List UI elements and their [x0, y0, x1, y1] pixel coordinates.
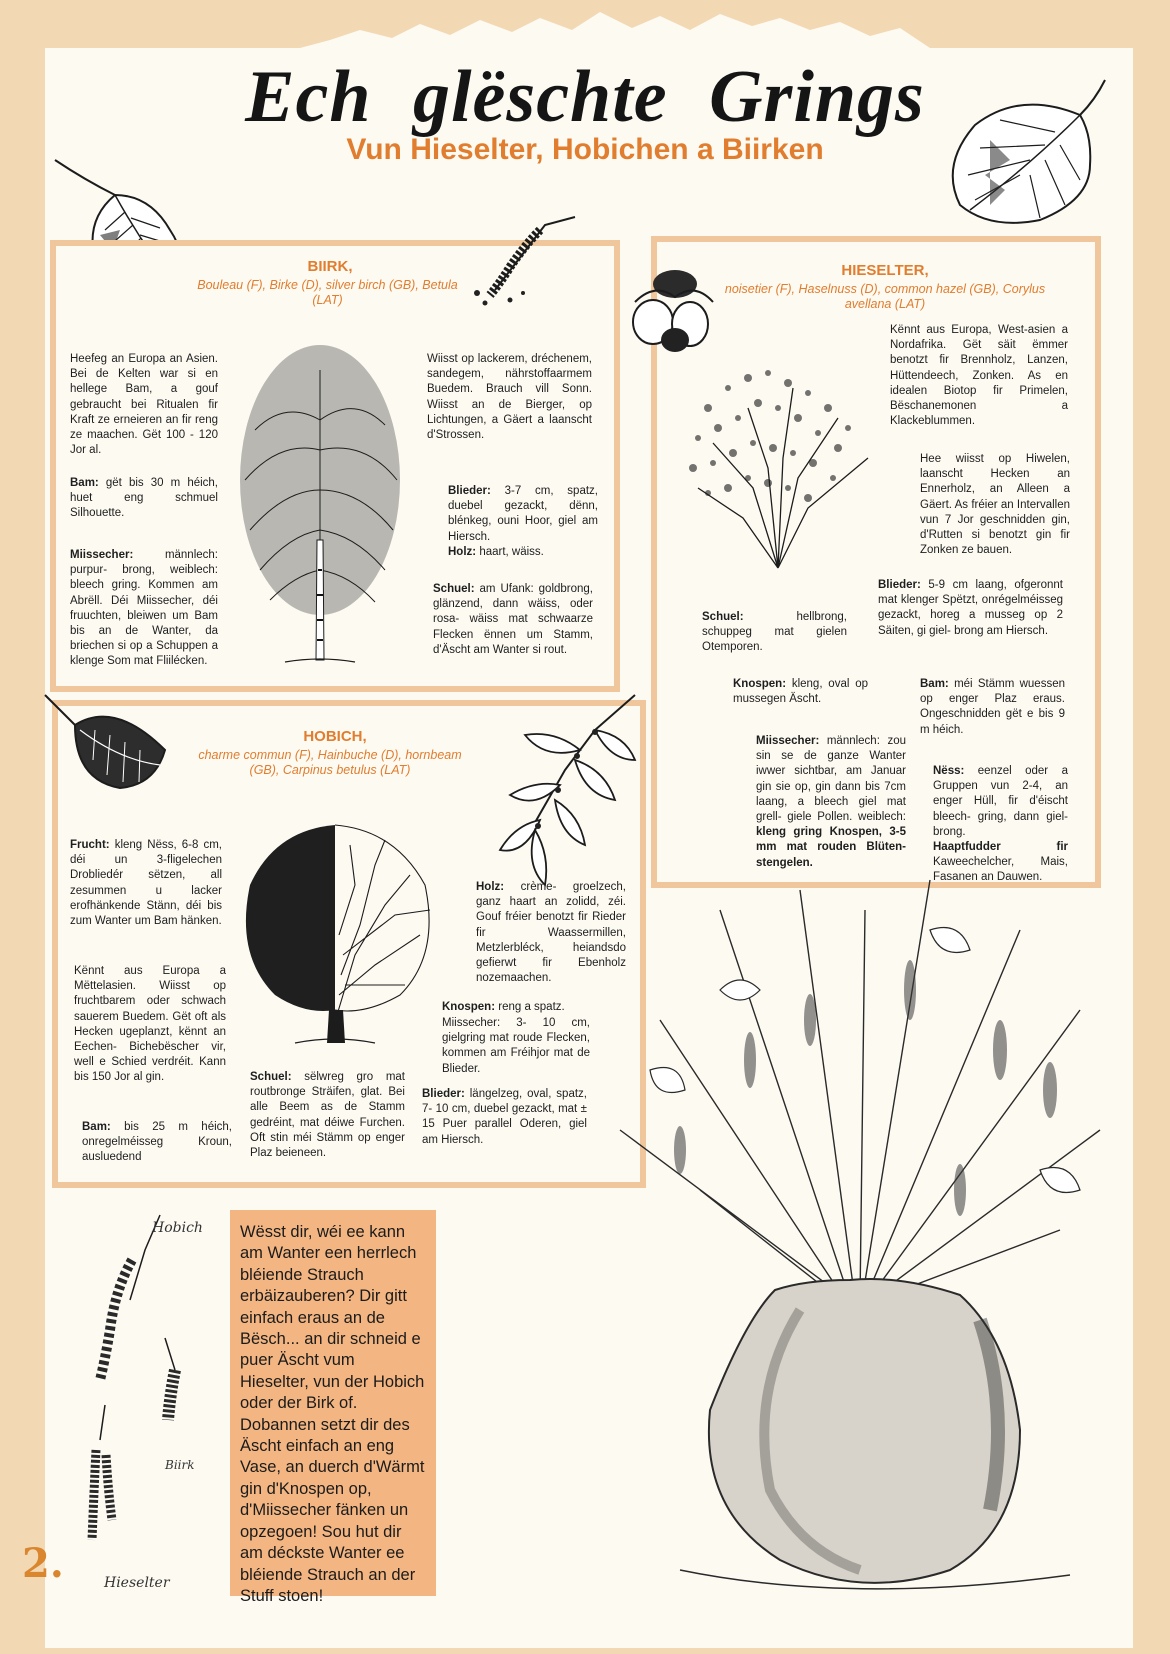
hieselter-missecher-text: männlech: zou sin se de ganze Wanter iwwer sichtbar, am Januar gin sie op, gin dann bis 7cm laang, a bleech giel mat grell- giele Pollen. weiblech: — [756, 735, 906, 824]
hobich-holz-label: Holz: — [476, 881, 505, 893]
hieselter-missecher — [756, 734, 906, 871]
hieselter-ness-text: eenzel oder a Gruppen vun 2-4, an enger Hüll, fir d'éischt bleech- gring, dann giel- brong. — [933, 765, 1068, 838]
page-subtitle: Vun Hieselter, Hobichen a Biirken — [346, 133, 824, 166]
hieselter-intro: Kënnt aus Europa, West-asien a Nordafrika. Gët säit ëmmer benotzt fir Brennholz, Lanzen, Hüttendeech, Zonken. As en idealen Biotop fir Primelen, Bëschanemonen a Klackeblummen. — [890, 324, 1068, 428]
hobich-blieder-label: Blieder: — [422, 1088, 465, 1100]
hieselter-fudder-label: Haaptfudder fir — [933, 841, 1068, 854]
hobich-knospen — [442, 1000, 590, 1015]
birk-schuel-label: Schuel: — [433, 583, 475, 595]
birk-blieder-text: 3-7 cm, spatz, duebel gezackt, dënn, blénkeg, ouni Hoor, giel am Hiersch. — [448, 485, 598, 543]
sketch-label-hobich: Hobich — [152, 1220, 203, 1236]
hobich-schuel-label: Schuel: — [250, 1071, 292, 1083]
hazel-shrub-illustration — [668, 348, 893, 578]
hieselter-fudder-text: Kaweechelcher, Mais, Fasanen an Dauwen. — [933, 856, 1068, 884]
catkin-sketches-illustration — [70, 1210, 220, 1570]
birk-blieder — [448, 484, 598, 560]
hieselter-knospen-text: kleng, oval op mussegen Äscht. — [733, 678, 868, 706]
birk-holz-text: haart, wäiss. — [479, 545, 544, 558]
hobich-holz-text: crème- groelzech, ganz haart an zolidd, zéi. Gouf fréier benotzt fir Rieder fir Waassermillen, Metzlerbléck, heiandsdo gefierwt fir Ebenholz nozemaachen. — [476, 881, 626, 985]
birk-missecher-label: Miissecher: — [70, 549, 134, 561]
birk-schuel — [433, 582, 593, 658]
page-number: 2. — [22, 1540, 64, 1587]
hieselter-missecher-text2: kleng gring Knospen, 3-5 mm mat rouden Blüten- stengelen. — [756, 826, 906, 869]
hieselter-missecher-label: Miissecher: — [756, 735, 820, 747]
birk-missecher — [70, 548, 218, 670]
birk-missecher-text: männlech: purpur- brong, weiblech: bleech gring. Kommen am Abrëll. Déi Miissecher, déi fruuchten, bleiwen um Bam bis an de Wanter, da briechen si op a Schuppen a klenge Som mat Fliilécken. — [70, 549, 218, 668]
birk-bam-label: Bam: — [70, 477, 99, 489]
birk-intro: Heefeg an Europa an Asien. Bei de Kelten war si en hellege Bam, a gouf gebraucht bei Ritualen fir Kraft ze erneieren an fir reng ze maachen. Gët 100 - 120 Jor al. — [70, 353, 218, 457]
hieselter-schuel-label: Schuel: — [702, 611, 744, 623]
hazel-leaf-illustration — [930, 70, 1120, 240]
sketch-label-birk: Biirk — [165, 1458, 195, 1472]
hobich-bam-text: bis 25 m héich, onregelméisseg Kroun, ausluedend — [82, 1121, 232, 1164]
hobich-bam — [82, 1120, 232, 1166]
hobich-knospen-text: reng a spatz. — [498, 1001, 565, 1013]
hieselter-knospen — [733, 677, 868, 707]
tip-box: Wësst dir, wéi ee kann am Wanter een herrlech bléiende Strauch erbäizauberen? Dir gitt einfach eraus an de Bësch... an dir schneid e puer Äscht vum Hieselter, vun der Hobich oder der Birk of. Dobannen setzt dir des Äscht einfach an eng Vase, an duerch d'Wärmt gin d'Knospen op, d'Miissecher fänken un opzegoen! Sou hut dir am déckste Wanter ee bléiende Strauch an der Stuff stoen! — [230, 1210, 436, 1596]
hobich-origin: Kënnt aus Europa a Mëttelasien. Wiisst op fruchtbarem oder schwach sauerem Buedem. Gët oft als Hecken ugeplanzt, kënnt an Eechen- Bichebëscher vir, well e Schied verdréit. Kann bis 150 Jor al gin. — [74, 965, 226, 1084]
vase-with-branches-illustration — [600, 870, 1130, 1640]
sketch-label-hieselter: Hieselter — [104, 1575, 170, 1591]
hieselter-blieder-text: 5-9 cm laang, ofgeronnt mat klenger Spëtzt, onrégelméisseg gezackt, horeg a musseg op 2 Säiten, gi giel- brong am Hiersch. — [878, 579, 1063, 637]
hieselter-bam-label: Bam: — [920, 678, 949, 690]
hieselter-bam-text: méi Stämm wuessen op enger Plaz eraus. Ongeschnidden gët e bis 9 m héich. — [920, 678, 1065, 736]
hobich-name: HOBICH, — [303, 728, 367, 745]
hieselter-blieder — [878, 578, 1063, 639]
hobich-blieder — [422, 1087, 587, 1148]
page-title: Ech glëschte Grings — [245, 56, 925, 138]
birk-bam — [70, 476, 218, 522]
hieselter-schuel-text: hellbrong, schuppeg mat gielen Otemporen. — [702, 611, 847, 654]
hobich-frucht — [70, 838, 222, 929]
hieselter-bam — [920, 677, 1065, 738]
hieselter-schuel — [702, 610, 847, 656]
hornbeam-leaf-illustration — [35, 690, 175, 800]
hobich-blieder-text: längelzeg, oval, spatz, 7- 10 cm, duebel gezackt, mat ± 15 Puer parallel Oderen, giel am Hiersch. — [422, 1088, 587, 1146]
hobich-bam-label: Bam: — [82, 1121, 111, 1133]
hieselter-habitat: Hee wiisst op Hiwelen, laanscht Hecken an Ennerholz, an Alleen a Gäert. As fréier an Intervallen vun 7 Jor geschnidden gin, d'Rutten si benotzt gin fir Zonken ze bauen. — [920, 453, 1070, 557]
birk-alt-names: Bouleau (F), Birke (D), silver birch (GB), Betula (LAT) — [197, 278, 458, 307]
hobich-schuel-text: sëlwreg gro mat routbronge Sträifen, glat. Bei alle Beem as de Stamm gedréint, mat déiwe Furchen. Oft stin méi Stämm op enger Plaz beieneen. — [250, 1071, 406, 1160]
hieselter-alt-names: noisetier (F), Haselnuss (D), common hazel (GB), Corylus avellana (LAT) — [724, 282, 1046, 311]
hobich-knospen-label: Knospen: — [442, 1001, 496, 1013]
hieselter-name: HIESELTER, — [841, 262, 929, 279]
hobich-frucht-label: Frucht: — [70, 839, 110, 851]
hobich-alt-names: charme commun (F), Hainbuche (D), hornbeam (GB), Carpinus betulus (LAT) — [198, 748, 462, 777]
birk-tree-illustration — [225, 340, 415, 670]
hobich-frucht-text: kleng Nëss, 6-8 cm, déi un 3-fligelechen Drobliedér sëtzen, all zesummen u lacker erofhänkende Stänn, déi bis zum Wanter um Bam hänken. — [70, 839, 222, 928]
hazelnut-illustration — [625, 262, 725, 357]
birk-blieder-label: Blieder: — [448, 485, 491, 497]
birk-holz-label: Holz: — [448, 545, 477, 558]
birk-bam-text: gët bis 30 m héich, huet eng schmuel Silhouette. — [70, 477, 219, 520]
birk-schuel-text: am Ufank: goldbrong, glänzend, dann wäiss, oder rosa- wäiss mat schwaarze Flecken ënnen um Stamm, d'Äscht am Wanter si rout. — [433, 583, 593, 656]
birk-catkin-illustration — [465, 205, 585, 315]
hobich-tree-illustration — [235, 815, 440, 1045]
birk-habitat: Wiisst op lackerem, dréchenem, sandegem, nährstoffaarmem Buedem. Brauch vill Sonn. Wiisst an de Bierger, op Lichtungen, a Gäert a laanscht d'Strossen. — [427, 353, 592, 442]
hobich-missecher: Miissecher: 3- 10 cm, gielgring mat roude Flecken, kommen am Fréihjor mat de Blieder. — [442, 1017, 590, 1075]
hieselter-ness — [933, 764, 1068, 886]
birk-name: BIIRK, — [307, 258, 353, 275]
hieselter-blieder-label: Blieder: — [878, 579, 921, 591]
hornbeam-fruit-illustration — [465, 690, 645, 890]
hieselter-knospen-label: Knospen: — [733, 678, 787, 690]
hobich-schuel — [250, 1070, 405, 1161]
hieselter-ness-label: Nëss: — [933, 765, 965, 777]
